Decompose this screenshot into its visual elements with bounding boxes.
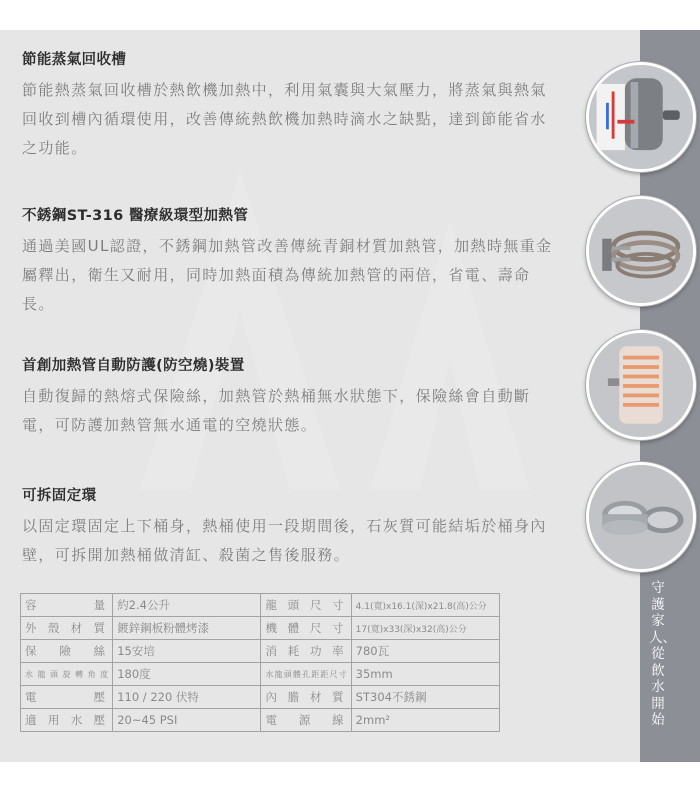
- feature-title: 不銹鋼ST-316 醫療級環型加熱管: [22, 208, 249, 224]
- spec-value: 4.1(寬)x16.1(深)x21.8(高)公分: [351, 594, 499, 617]
- feature-heating-tube: [22, 206, 562, 319]
- feature-dry-fire-protection: [22, 356, 562, 440]
- spec-value: 780瓦: [351, 640, 499, 663]
- spec-value: ST304不銹鋼: [351, 686, 499, 709]
- spec-label: 龍頭尺寸: [261, 594, 351, 617]
- table-row: [21, 663, 500, 686]
- feature-description: 節能熱蒸氣回收槽於熱飲機加熱中，利用氣囊與大氣壓力，將蒸氣與熱氣回收到槽內循環使用，改善傳統熱飲機加熱時滴水之缺點，達到節能省水之功能。: [22, 81, 547, 157]
- feature-description: 自動復歸的熱熔式保險絲，加熱管於熱桶無水狀態下，保險絲會自動斷電，可防護加熱管無水通電的空燒狀態。: [22, 387, 531, 434]
- feature-title: 節能蒸氣回收槽: [22, 52, 127, 68]
- spec-value: 15安培: [113, 640, 261, 663]
- table-row: [21, 709, 500, 732]
- spec-value: 約2.4公升: [113, 594, 261, 617]
- spec-label: 保險絲: [21, 640, 113, 663]
- spec-value: 20~45 PSI: [113, 709, 261, 732]
- spec-value: 35mm: [351, 663, 499, 686]
- spec-label: 消耗功率: [261, 640, 351, 663]
- table-row: [21, 594, 500, 617]
- feature-steam-recovery: [22, 50, 562, 163]
- spec-label: 容量: [21, 594, 113, 617]
- feature-detachable-ring: [22, 486, 562, 570]
- spec-label: 機體尺寸: [261, 617, 351, 640]
- spec-label: 電源線: [261, 709, 351, 732]
- spec-value: 鍍鋅鋼板粉體烤漆: [113, 617, 261, 640]
- ring-heating-tube-icon: [586, 196, 696, 306]
- spec-value: 110 / 220 伏特: [113, 686, 261, 709]
- detachable-ring-icon: [586, 462, 696, 572]
- table-row: [21, 617, 500, 640]
- feature-title: 首創加熱管自動防護(防空燒)裝置: [22, 358, 245, 374]
- heating-tank-protection-icon: [586, 330, 696, 440]
- logo-watermark-icon: [120, 150, 560, 510]
- side-slogan: 守護家人、從飲水開始: [649, 580, 676, 728]
- spec-table: [20, 593, 500, 732]
- feature-title: 可拆固定環: [22, 488, 97, 504]
- feature-description: 以固定環固定上下桶身，熱桶使用一段期間後，石灰質可能結垢於桶身內壁，可拆開加熱桶做清缸、殺菌之售後服務。: [22, 517, 547, 564]
- spec-label: 電壓: [21, 686, 113, 709]
- spec-label: 外殼材質: [21, 617, 113, 640]
- table-row: [21, 640, 500, 663]
- spec-label: 水龍頭體孔距距尺寸: [261, 663, 351, 686]
- spec-label: 適用水壓: [21, 709, 113, 732]
- steam-recovery-tank-icon: [586, 62, 696, 172]
- feature-description: 通過美國UL認證，不銹鋼加熱管改善傳統青銅材質加熱管，加熱時無重金屬釋出，衛生又耐用，同時加熱面積為傳統加熱管的兩倍，省電、壽命長。: [22, 237, 553, 313]
- spec-value: 180度: [113, 663, 261, 686]
- spec-label: 水龍頭旋轉角度: [21, 663, 113, 686]
- table-row: [21, 686, 500, 709]
- spec-label: 內膽材質: [261, 686, 351, 709]
- spec-value: 2mm²: [351, 709, 499, 732]
- spec-value: 17(寬)x33(深)x32(高)公分: [351, 617, 499, 640]
